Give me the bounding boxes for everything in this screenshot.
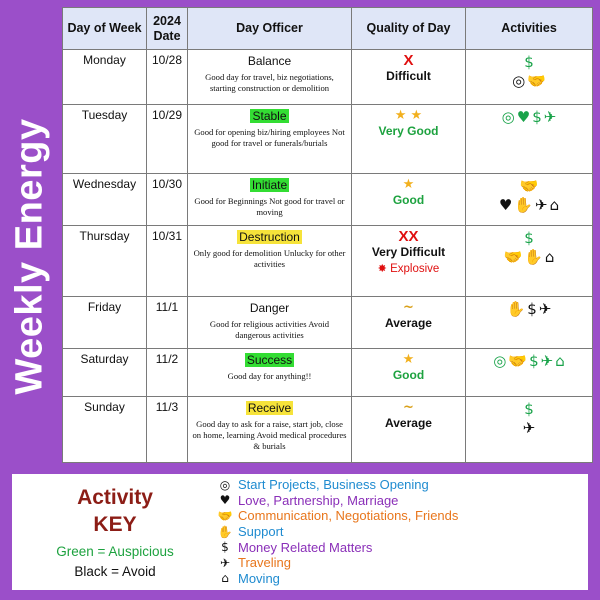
quality-cell — [352, 397, 466, 463]
officer-name: Stable — [252, 109, 287, 123]
support-hand-icon: ✋ — [506, 300, 526, 318]
officer-description: Good day for anything!! — [227, 371, 312, 381]
quality-cell — [352, 349, 466, 397]
day-cell: Friday — [63, 297, 147, 349]
house-icon: ⌂ — [544, 248, 555, 266]
activity-line — [466, 400, 592, 419]
key-title — [40, 484, 190, 538]
officer-name: Success — [246, 353, 293, 367]
quality-symbol-tilde: ~ — [403, 300, 414, 315]
legend-label: Start Projects, Business Opening — [238, 477, 429, 493]
officer-description: Good for opening biz/hiring employees Not good for travel or funerals/burials — [194, 127, 345, 148]
dollar-icon: $ — [524, 229, 534, 247]
quality-cell — [352, 50, 466, 105]
activities-cell — [466, 397, 593, 463]
key-green-label: Green = Auspicious — [56, 544, 174, 559]
day-cell: Thursday — [63, 226, 147, 297]
table-row — [63, 226, 593, 297]
date-cell: 11/3 — [147, 397, 188, 463]
quality-label: Difficult — [386, 69, 431, 83]
officer-cell — [188, 397, 352, 463]
table-row — [63, 174, 593, 226]
side-title — [8, 56, 52, 456]
activity-line — [466, 229, 592, 248]
officer-description: Good for Beginnings Not good for travel or moving — [194, 196, 345, 217]
airplane-icon: ✈ — [522, 419, 536, 437]
header-quality: Quality of Day — [352, 8, 466, 50]
quality-label: Good — [392, 368, 425, 382]
quality-label: Average — [385, 416, 432, 430]
airplane-icon: ✈ — [535, 196, 548, 214]
officer-name: Balance — [247, 54, 292, 68]
date-cell: 11/2 — [147, 349, 188, 397]
key-title-line1: Activity — [77, 486, 153, 509]
weekly-energy-table — [62, 7, 593, 463]
weekly-energy-title: Weekly Energy — [8, 117, 51, 395]
officer-description: Good day to ask for a raise, start job, close on home, learning Avoid medical procedures & burials — [192, 419, 347, 451]
officer-description: Good day for travel, biz negotiations, starting construction or demolition — [205, 72, 334, 93]
activities-cell — [466, 105, 593, 174]
support-hand-icon: ✋ — [524, 248, 543, 266]
day-cell: Tuesday — [63, 105, 147, 174]
target-icon: ◎ — [493, 352, 507, 370]
quality-extra — [352, 262, 465, 275]
activities-cell — [466, 297, 593, 349]
target-icon: ◎ — [219, 477, 231, 492]
legend-item — [215, 571, 585, 587]
activity-legend — [215, 477, 585, 586]
header-officer: Day Officer — [188, 8, 352, 50]
dollar-icon: $ — [221, 540, 229, 555]
activities-cell — [466, 174, 593, 226]
handshake-icon: 🤝 — [527, 72, 546, 90]
quality-symbol-tilde: ~ — [403, 400, 414, 415]
header-activities: Activities — [466, 8, 593, 50]
day-cell: Monday — [63, 50, 147, 105]
table-row — [63, 397, 593, 463]
date-cell: 10/28 — [147, 50, 188, 105]
legend-item — [215, 477, 585, 493]
support-hand-icon: ✋ — [217, 524, 233, 539]
key-black-label: Black = Avoid — [74, 564, 156, 579]
quality-symbol-x: X — [403, 52, 414, 69]
legend-item — [215, 539, 585, 555]
table-row — [63, 105, 593, 174]
dollar-icon: $ — [524, 400, 534, 418]
officer-name: Destruction — [239, 230, 300, 244]
legend-item — [215, 524, 585, 540]
activity-line — [466, 419, 592, 438]
heart-icon: ♥ — [219, 493, 231, 508]
officer-description: Good for religious activities Avoid dangerous activities — [209, 319, 330, 340]
table-row — [63, 50, 593, 105]
quality-label: Good — [392, 193, 425, 207]
officer-description: Only good for demolition Unlucky for other activities — [193, 248, 346, 269]
officer-cell — [188, 174, 352, 226]
officer-cell — [188, 50, 352, 105]
dollar-icon: $ — [532, 108, 542, 126]
airplane-icon: ✈ — [543, 108, 557, 126]
handshake-icon: 🤝 — [503, 248, 523, 266]
quality-label: Very Difficult — [371, 245, 446, 259]
airplane-icon: ✈ — [538, 300, 552, 318]
day-cell: Sunday — [63, 397, 147, 463]
target-icon: ◎ — [512, 72, 526, 90]
day-cell: Saturday — [63, 349, 147, 397]
activity-line — [466, 300, 592, 319]
legend-label: Moving — [238, 570, 280, 586]
quality-cell — [352, 174, 466, 226]
dollar-icon: $ — [527, 300, 537, 318]
activities-cell — [466, 50, 593, 105]
dollar-icon: $ — [529, 352, 539, 370]
target-icon: ◎ — [501, 108, 515, 126]
activity-line — [466, 248, 592, 267]
activities-cell — [466, 349, 593, 397]
activity-line — [466, 53, 592, 72]
house-icon: ⌂ — [555, 352, 565, 370]
quality-cell — [352, 105, 466, 174]
header-date: 2024 Date — [147, 8, 188, 50]
legend-item — [215, 555, 585, 571]
quality-extra-label: Explosive — [390, 263, 440, 275]
handshake-icon: 🤝 — [217, 508, 233, 523]
activity-line — [466, 72, 592, 91]
dollar-icon: $ — [524, 53, 534, 71]
officer-name: Initiate — [251, 178, 288, 192]
date-cell: 10/29 — [147, 105, 188, 174]
officer-cell — [188, 297, 352, 349]
quality-label: Average — [385, 316, 432, 330]
table-header-row — [63, 8, 593, 50]
legend-label: Communication, Negotiations, Friends — [238, 508, 459, 524]
date-cell: 10/30 — [147, 174, 188, 226]
day-cell: Wednesday — [63, 174, 147, 226]
activity-key-panel — [12, 474, 588, 590]
officer-cell — [188, 349, 352, 397]
quality-symbol-star: ★ — [402, 177, 415, 192]
quality-label: Very Good — [378, 124, 439, 138]
handshake-icon: 🤝 — [508, 352, 528, 370]
quality-symbol-star: ★ — [402, 352, 415, 367]
heart-icon: ♥ — [498, 196, 513, 214]
quality-cell — [352, 297, 466, 349]
quality-symbol-star: ★ ★ — [394, 108, 423, 123]
officer-cell — [188, 226, 352, 297]
house-icon: ⌂ — [221, 571, 229, 586]
legend-label: Support — [238, 524, 284, 540]
airplane-icon: ✈ — [219, 555, 231, 570]
heart-icon: ♥ — [516, 108, 531, 126]
weekly-table-container — [62, 7, 592, 462]
table-row — [63, 349, 593, 397]
activity-line — [466, 177, 592, 196]
date-cell: 10/31 — [147, 226, 188, 297]
legend-item — [215, 508, 585, 524]
table-row — [63, 297, 593, 349]
explosion-icon: ✸ — [377, 262, 387, 275]
airplane-icon: ✈ — [540, 352, 554, 370]
date-cell: 11/1 — [147, 297, 188, 349]
quality-symbol-x: XX — [398, 228, 419, 245]
key-title-line2: KEY — [93, 513, 137, 536]
activities-cell — [466, 226, 593, 297]
support-hand-icon: ✋ — [514, 196, 534, 214]
activity-line — [466, 108, 592, 127]
legend-label: Love, Partnership, Marriage — [238, 492, 399, 508]
legend-item — [215, 493, 585, 509]
quality-cell — [352, 226, 466, 297]
handshake-icon: 🤝 — [519, 177, 539, 195]
activity-line — [466, 196, 592, 215]
activity-line — [466, 352, 592, 371]
legend-label: Traveling — [238, 555, 291, 571]
legend-label: Money Related Matters — [238, 539, 373, 555]
officer-name: Danger — [249, 301, 290, 315]
officer-cell — [188, 105, 352, 174]
officer-name: Receive — [247, 401, 292, 415]
house-icon: ⌂ — [549, 196, 560, 214]
header-day: Day of Week — [63, 8, 147, 50]
